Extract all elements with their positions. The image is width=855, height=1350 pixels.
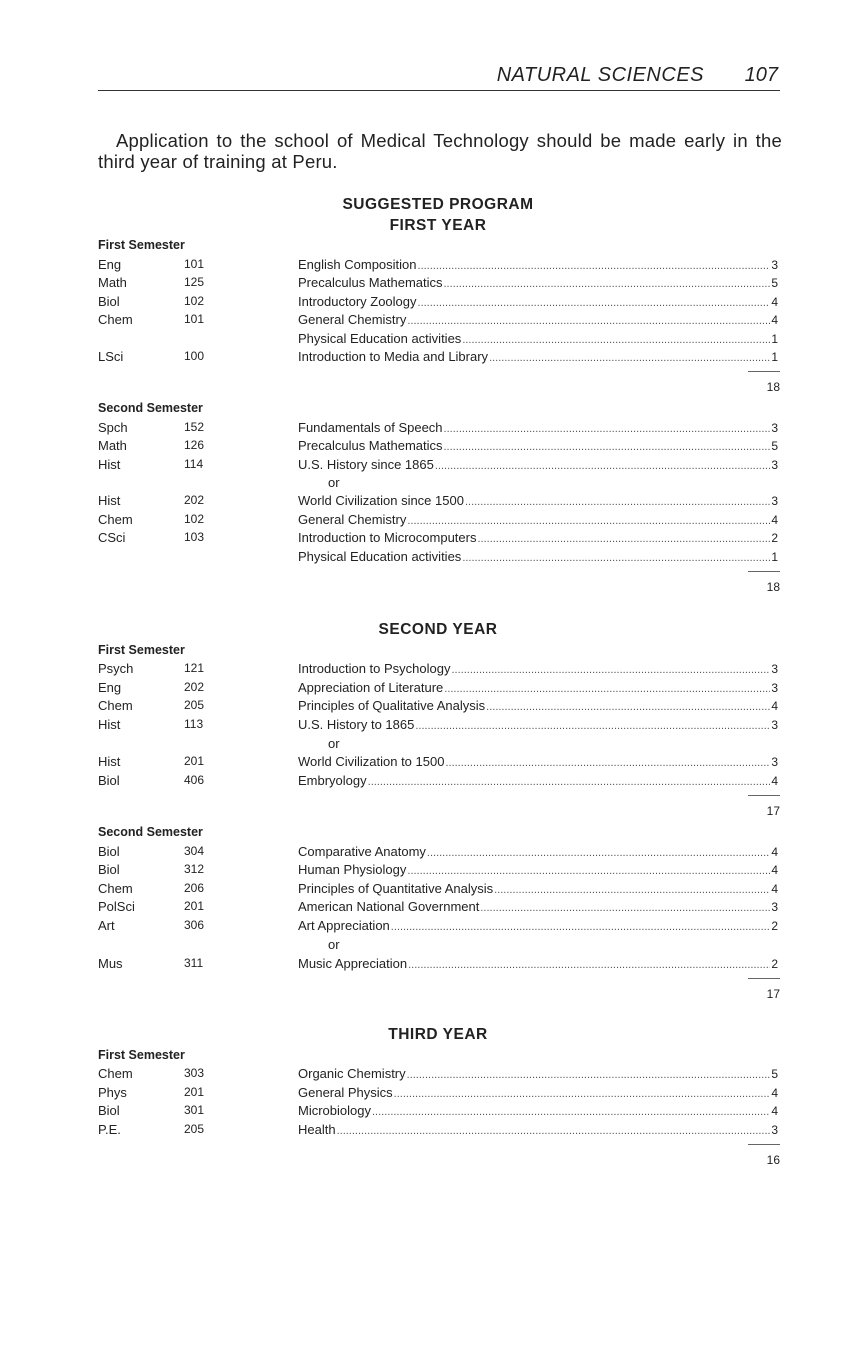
course-title: Physical Education activities xyxy=(298,549,462,564)
course-row xyxy=(98,420,780,439)
course-number: 311 xyxy=(184,956,204,970)
leader-dots xyxy=(337,1125,771,1137)
course-row xyxy=(98,1103,780,1122)
year3-title: THIRD YEAR xyxy=(388,1026,488,1043)
course-row xyxy=(98,918,780,937)
semester-total: 18 xyxy=(748,571,780,594)
leader-dots xyxy=(489,352,770,364)
leader-dots xyxy=(462,552,770,564)
course-dept: Hist xyxy=(98,457,121,472)
leader-dots xyxy=(408,959,770,971)
course-row xyxy=(98,956,780,975)
course-entry xyxy=(298,457,778,472)
leader-dots xyxy=(477,533,770,545)
course-credits: 3 xyxy=(771,718,778,732)
semester-label: First Semester xyxy=(98,643,185,657)
course-row xyxy=(98,257,780,276)
leader-dots xyxy=(394,1088,771,1100)
course-number: 126 xyxy=(184,438,205,452)
program-title: SUGGESTED PROGRAM xyxy=(342,196,534,213)
course-entry xyxy=(298,549,778,564)
course-entry xyxy=(298,698,778,713)
course-entry xyxy=(298,420,778,435)
year1-title: FIRST YEAR xyxy=(389,217,487,234)
course-credits: 3 xyxy=(771,258,778,272)
course-credits: 3 xyxy=(771,662,778,676)
leader-dots xyxy=(372,1106,770,1118)
course-row xyxy=(98,549,780,568)
leader-dots xyxy=(407,315,770,327)
course-title: American National Government xyxy=(298,899,480,914)
course-row xyxy=(98,1066,780,1085)
course-row xyxy=(98,661,780,680)
course-credits: 4 xyxy=(771,699,778,713)
course-number: 205 xyxy=(184,1122,205,1136)
course-dept: Phys xyxy=(98,1085,127,1100)
course-number: 202 xyxy=(184,680,205,694)
course-entry xyxy=(298,717,778,732)
course-credits: 3 xyxy=(771,681,778,695)
course-dept: CSci xyxy=(98,530,126,545)
course-row xyxy=(98,457,780,476)
course-title: Physical Education activities xyxy=(298,331,462,346)
course-title: Comparative Anatomy xyxy=(298,844,426,859)
leader-dots xyxy=(435,460,770,472)
page-number: 107 xyxy=(744,64,778,86)
course-entry xyxy=(298,918,778,933)
course-row xyxy=(98,512,780,531)
course-row xyxy=(98,312,780,331)
course-row xyxy=(98,717,780,736)
course-row xyxy=(98,881,780,900)
course-row xyxy=(98,844,780,863)
course-entry xyxy=(298,680,778,695)
course-row xyxy=(98,331,780,350)
course-dept: Biol xyxy=(98,294,120,309)
course-dept: Chem xyxy=(98,512,133,527)
leader-dots xyxy=(462,334,770,346)
course-dept: Psych xyxy=(98,661,134,676)
course-dept: Biol xyxy=(98,1103,120,1118)
semester-label: First Semester xyxy=(98,238,185,252)
course-number: 102 xyxy=(184,294,205,308)
course-number: 114 xyxy=(184,457,204,471)
course-number: 306 xyxy=(184,918,205,932)
course-row xyxy=(98,754,780,773)
course-number: 102 xyxy=(184,512,205,526)
course-title: General Chemistry xyxy=(298,312,407,327)
course-title: Principles of Quantitative Analysis xyxy=(298,881,494,896)
course-number: 121 xyxy=(184,661,205,675)
semester-label: Second Semester xyxy=(98,401,203,415)
course-number: 301 xyxy=(184,1103,205,1117)
course-dept: Math xyxy=(98,438,127,453)
course-title: Appreciation of Literature xyxy=(298,680,444,695)
course-credits: 2 xyxy=(771,919,778,933)
intro-paragraph xyxy=(98,130,782,172)
course-entry xyxy=(298,661,778,676)
course-dept: Biol xyxy=(98,862,120,877)
course-title: Introductory Zoology xyxy=(298,294,417,309)
course-number: 103 xyxy=(184,530,205,544)
course-number: 201 xyxy=(184,899,205,913)
leader-dots xyxy=(465,496,770,508)
course-credits: 1 xyxy=(771,550,778,564)
course-row xyxy=(98,899,780,918)
course-number: 304 xyxy=(184,844,205,858)
or-label: or xyxy=(328,937,340,952)
course-credits: 3 xyxy=(771,755,778,769)
course-row xyxy=(98,1085,780,1104)
course-title: Introduction to Psychology xyxy=(298,661,451,676)
page-header xyxy=(98,64,780,91)
course-number: 205 xyxy=(184,698,205,712)
course-dept: Math xyxy=(98,275,127,290)
course-title: U.S. History to 1865 xyxy=(298,717,415,732)
course-dept: Biol xyxy=(98,844,120,859)
course-credits: 4 xyxy=(771,513,778,527)
course-entry xyxy=(298,1066,778,1081)
course-credits: 3 xyxy=(771,421,778,435)
course-credits: 1 xyxy=(771,350,778,364)
semester-total: 17 xyxy=(748,978,780,1001)
course-title: Fundamentals of Speech xyxy=(298,420,443,435)
course-row xyxy=(98,275,780,294)
course-credits: 3 xyxy=(771,1123,778,1137)
semester-total: 17 xyxy=(748,795,780,818)
course-credits: 4 xyxy=(771,1086,778,1100)
course-number: 201 xyxy=(184,754,205,768)
leader-dots xyxy=(415,720,770,732)
course-dept: Eng xyxy=(98,257,122,272)
leader-dots xyxy=(494,884,770,896)
course-entry xyxy=(298,294,778,309)
course-entry xyxy=(298,1103,778,1118)
leader-dots xyxy=(407,1069,771,1081)
course-title: Precalculus Mathematics xyxy=(298,275,443,290)
leader-dots xyxy=(445,757,770,769)
course-row xyxy=(98,530,780,549)
course-row xyxy=(98,294,780,313)
course-entry xyxy=(298,512,778,527)
course-title: English Composition xyxy=(298,257,417,272)
leader-dots xyxy=(444,423,771,435)
course-number: 113 xyxy=(184,717,204,731)
course-row xyxy=(98,349,780,368)
course-entry xyxy=(298,1122,778,1137)
leader-dots xyxy=(451,664,770,676)
course-title: Precalculus Mathematics xyxy=(298,438,443,453)
course-dept: LSci xyxy=(98,349,124,364)
course-title: Health xyxy=(298,1122,336,1137)
course-dept: Mus xyxy=(98,956,123,971)
course-row xyxy=(98,1122,780,1141)
course-credits: 4 xyxy=(771,295,778,309)
course-row xyxy=(98,698,780,717)
course-row xyxy=(98,680,780,699)
course-row xyxy=(98,438,780,457)
course-title: World Civilization to 1500 xyxy=(298,754,445,769)
course-dept: Art xyxy=(98,918,115,933)
course-entry xyxy=(298,349,778,364)
course-entry xyxy=(298,881,778,896)
course-title: Introduction to Media and Library xyxy=(298,349,489,364)
course-entry xyxy=(298,956,778,971)
course-credits: 4 xyxy=(771,1104,778,1118)
course-title: Principles of Qualitative Analysis xyxy=(298,698,486,713)
course-title: General Chemistry xyxy=(298,512,407,527)
course-credits: 3 xyxy=(771,494,778,508)
or-label: or xyxy=(328,736,340,751)
leader-dots xyxy=(444,683,770,695)
course-entry xyxy=(298,331,778,346)
course-credits: 2 xyxy=(771,531,778,545)
course-title: Art Appreciation xyxy=(298,918,390,933)
course-number: 303 xyxy=(184,1066,205,1080)
course-dept: Chem xyxy=(98,698,133,713)
leader-dots xyxy=(486,701,770,713)
course-title: Embryology xyxy=(298,773,367,788)
year2-title: SECOND YEAR xyxy=(378,621,498,638)
course-dept: Biol xyxy=(98,773,120,788)
course-credits: 4 xyxy=(771,774,778,788)
course-dept: Spch xyxy=(98,420,128,435)
course-credits: 4 xyxy=(771,313,778,327)
course-number: 206 xyxy=(184,881,205,895)
section-title: NATURAL SCIENCES xyxy=(496,64,704,86)
leader-dots xyxy=(444,441,771,453)
course-entry xyxy=(298,275,778,290)
leader-dots xyxy=(407,865,770,877)
course-dept: P.E. xyxy=(98,1122,121,1137)
course-title: Microbiology xyxy=(298,1103,371,1118)
course-dept: Hist xyxy=(98,493,121,508)
leader-dots xyxy=(407,515,770,527)
or-label: or xyxy=(328,475,340,490)
course-credits: 1 xyxy=(771,332,778,346)
course-title: Organic Chemistry xyxy=(298,1066,406,1081)
course-number: 125 xyxy=(184,275,205,289)
course-row xyxy=(98,862,780,881)
course-number: 202 xyxy=(184,493,205,507)
course-number: 101 xyxy=(184,257,205,271)
leader-dots xyxy=(418,260,771,272)
course-credits: 5 xyxy=(771,1067,778,1081)
course-credits: 3 xyxy=(771,458,778,472)
course-number: 201 xyxy=(184,1085,205,1099)
course-entry xyxy=(298,773,778,788)
leader-dots xyxy=(427,847,770,859)
course-entry xyxy=(298,530,778,545)
leader-dots xyxy=(368,776,771,788)
course-number: 101 xyxy=(184,312,205,326)
course-title: Introduction to Microcomputers xyxy=(298,530,477,545)
course-title: World Civilization since 1500 xyxy=(298,493,464,508)
course-dept: PolSci xyxy=(98,899,135,914)
course-number: 406 xyxy=(184,773,205,787)
course-dept: Chem xyxy=(98,881,133,896)
leader-dots xyxy=(480,902,770,914)
semester-label: First Semester xyxy=(98,1048,185,1062)
leader-dots xyxy=(391,921,771,933)
semester-total: 16 xyxy=(748,1144,780,1167)
course-entry xyxy=(298,438,778,453)
course-title: U.S. History since 1865 xyxy=(298,457,434,472)
course-dept: Eng xyxy=(98,680,122,695)
course-entry xyxy=(298,1085,778,1100)
course-credits: 4 xyxy=(771,882,778,896)
course-dept: Hist xyxy=(98,754,121,769)
course-entry xyxy=(298,754,778,769)
course-number: 152 xyxy=(184,420,205,434)
course-entry xyxy=(298,493,778,508)
course-dept: Chem xyxy=(98,1066,133,1081)
course-number: 312 xyxy=(184,862,205,876)
course-title: Human Physiology xyxy=(298,862,407,877)
course-credits: 3 xyxy=(771,900,778,914)
course-credits: 2 xyxy=(771,957,778,971)
course-row xyxy=(98,493,780,512)
course-entry xyxy=(298,312,778,327)
course-dept: Chem xyxy=(98,312,133,327)
course-credits: 4 xyxy=(771,845,778,859)
course-title: General Physics xyxy=(298,1085,393,1100)
course-entry xyxy=(298,844,778,859)
intro-text: Application to the school of Medical Technology should be made early in the third year of training at Peru. xyxy=(98,130,782,172)
course-credits: 5 xyxy=(771,439,778,453)
course-row xyxy=(98,773,780,792)
semester-label: Second Semester xyxy=(98,825,203,839)
course-entry xyxy=(298,862,778,877)
course-entry xyxy=(298,257,778,272)
leader-dots xyxy=(418,297,771,309)
semester-total: 18 xyxy=(748,371,780,394)
course-entry xyxy=(298,899,778,914)
course-title: Music Appreciation xyxy=(298,956,408,971)
course-credits: 4 xyxy=(771,863,778,877)
course-number: 100 xyxy=(184,349,205,363)
leader-dots xyxy=(444,278,771,290)
course-credits: 5 xyxy=(771,276,778,290)
course-dept: Hist xyxy=(98,717,121,732)
